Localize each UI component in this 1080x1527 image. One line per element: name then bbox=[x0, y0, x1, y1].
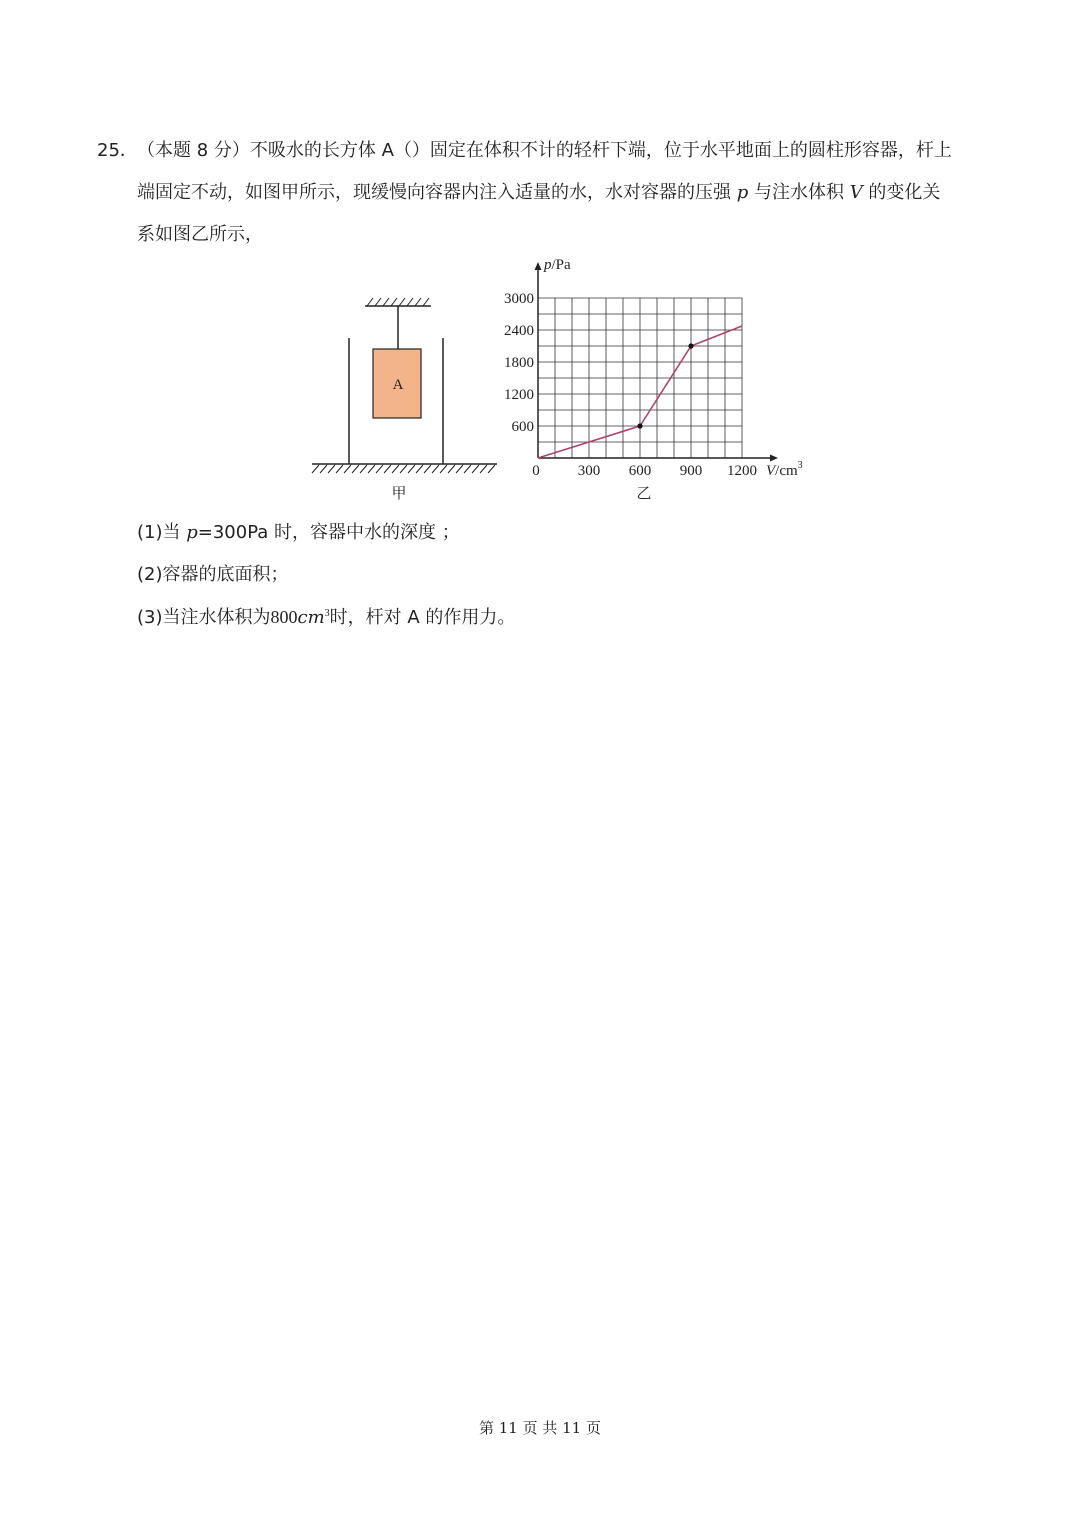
x-tick-label: 1200 bbox=[727, 463, 757, 479]
figure-area bbox=[300, 258, 820, 508]
x-axis-unit-sup: 3 bbox=[797, 460, 803, 471]
y-tick-label: 1800 bbox=[504, 355, 534, 371]
x-tick-labels bbox=[578, 463, 757, 479]
sub-question-3: (3)当注水体积为$800cm^3$时，杆对 A 的作用力。 bbox=[137, 607, 516, 628]
var-v: V bbox=[849, 182, 863, 203]
sub-q3-unit: cm bbox=[297, 607, 325, 628]
sub-question-2: (2)容器的底面积； bbox=[137, 564, 289, 585]
question-line-1 bbox=[97, 139, 952, 163]
origin-label: 0 bbox=[532, 463, 540, 479]
x-tick-label: 900 bbox=[679, 463, 703, 479]
caption-jia: 甲 bbox=[391, 486, 407, 502]
caption-yi: 乙 bbox=[636, 486, 652, 502]
x-axis-var: V bbox=[766, 463, 776, 479]
y-tick-label: 2400 bbox=[504, 323, 534, 339]
question-text-1: （本题 8 分）不吸水的长方体 A（）固定在体积不计的轻杆下端，位于水平地面上的圆柱形容器，杆上 bbox=[137, 140, 952, 161]
x-tick-label: 300 bbox=[577, 463, 601, 479]
y-axis-arrow bbox=[535, 262, 542, 270]
data-point bbox=[637, 423, 642, 428]
x-axis-label bbox=[766, 460, 803, 479]
block-a-label: A bbox=[392, 377, 404, 393]
y-tick-labels bbox=[504, 291, 534, 435]
ceiling-hatch bbox=[367, 298, 429, 306]
x-tick-label: 600 bbox=[628, 463, 652, 479]
sub-q3-unit-sup: 3 bbox=[324, 608, 330, 619]
diagram-jia bbox=[312, 298, 497, 502]
question-line-2: 端固定不动，如图甲所示，现缓慢向容器内注入适量的水，水对容器的压强 p 与注水体积 V 的变化关 bbox=[137, 182, 941, 203]
y-axis-unit: /Pa bbox=[551, 258, 571, 273]
sub-q1-var-p: p bbox=[186, 522, 198, 543]
x-axis-unit: /cm bbox=[775, 463, 798, 479]
chart-yi bbox=[504, 258, 803, 502]
var-p: p bbox=[736, 182, 749, 203]
sub-q3-volume: 800 bbox=[270, 607, 298, 627]
question-line-3: 系如图乙所示， bbox=[137, 224, 263, 245]
question-number: 25． bbox=[97, 140, 138, 161]
y-tick-label: 600 bbox=[511, 419, 534, 435]
x-axis-arrow bbox=[770, 455, 778, 462]
y-axis-label bbox=[543, 258, 571, 273]
sub-question-1: (1)当 p=300Pa 时，容器中水的深度 ； bbox=[137, 522, 460, 543]
page-footer: 第 11 页 共 11 页 bbox=[478, 1419, 601, 1437]
data-point bbox=[688, 343, 693, 348]
chart-grid bbox=[538, 298, 742, 458]
y-axis-var: p bbox=[544, 258, 552, 273]
y-tick-label: 3000 bbox=[504, 291, 534, 307]
y-tick-label: 1200 bbox=[504, 387, 534, 403]
ground-hatch bbox=[312, 465, 495, 473]
